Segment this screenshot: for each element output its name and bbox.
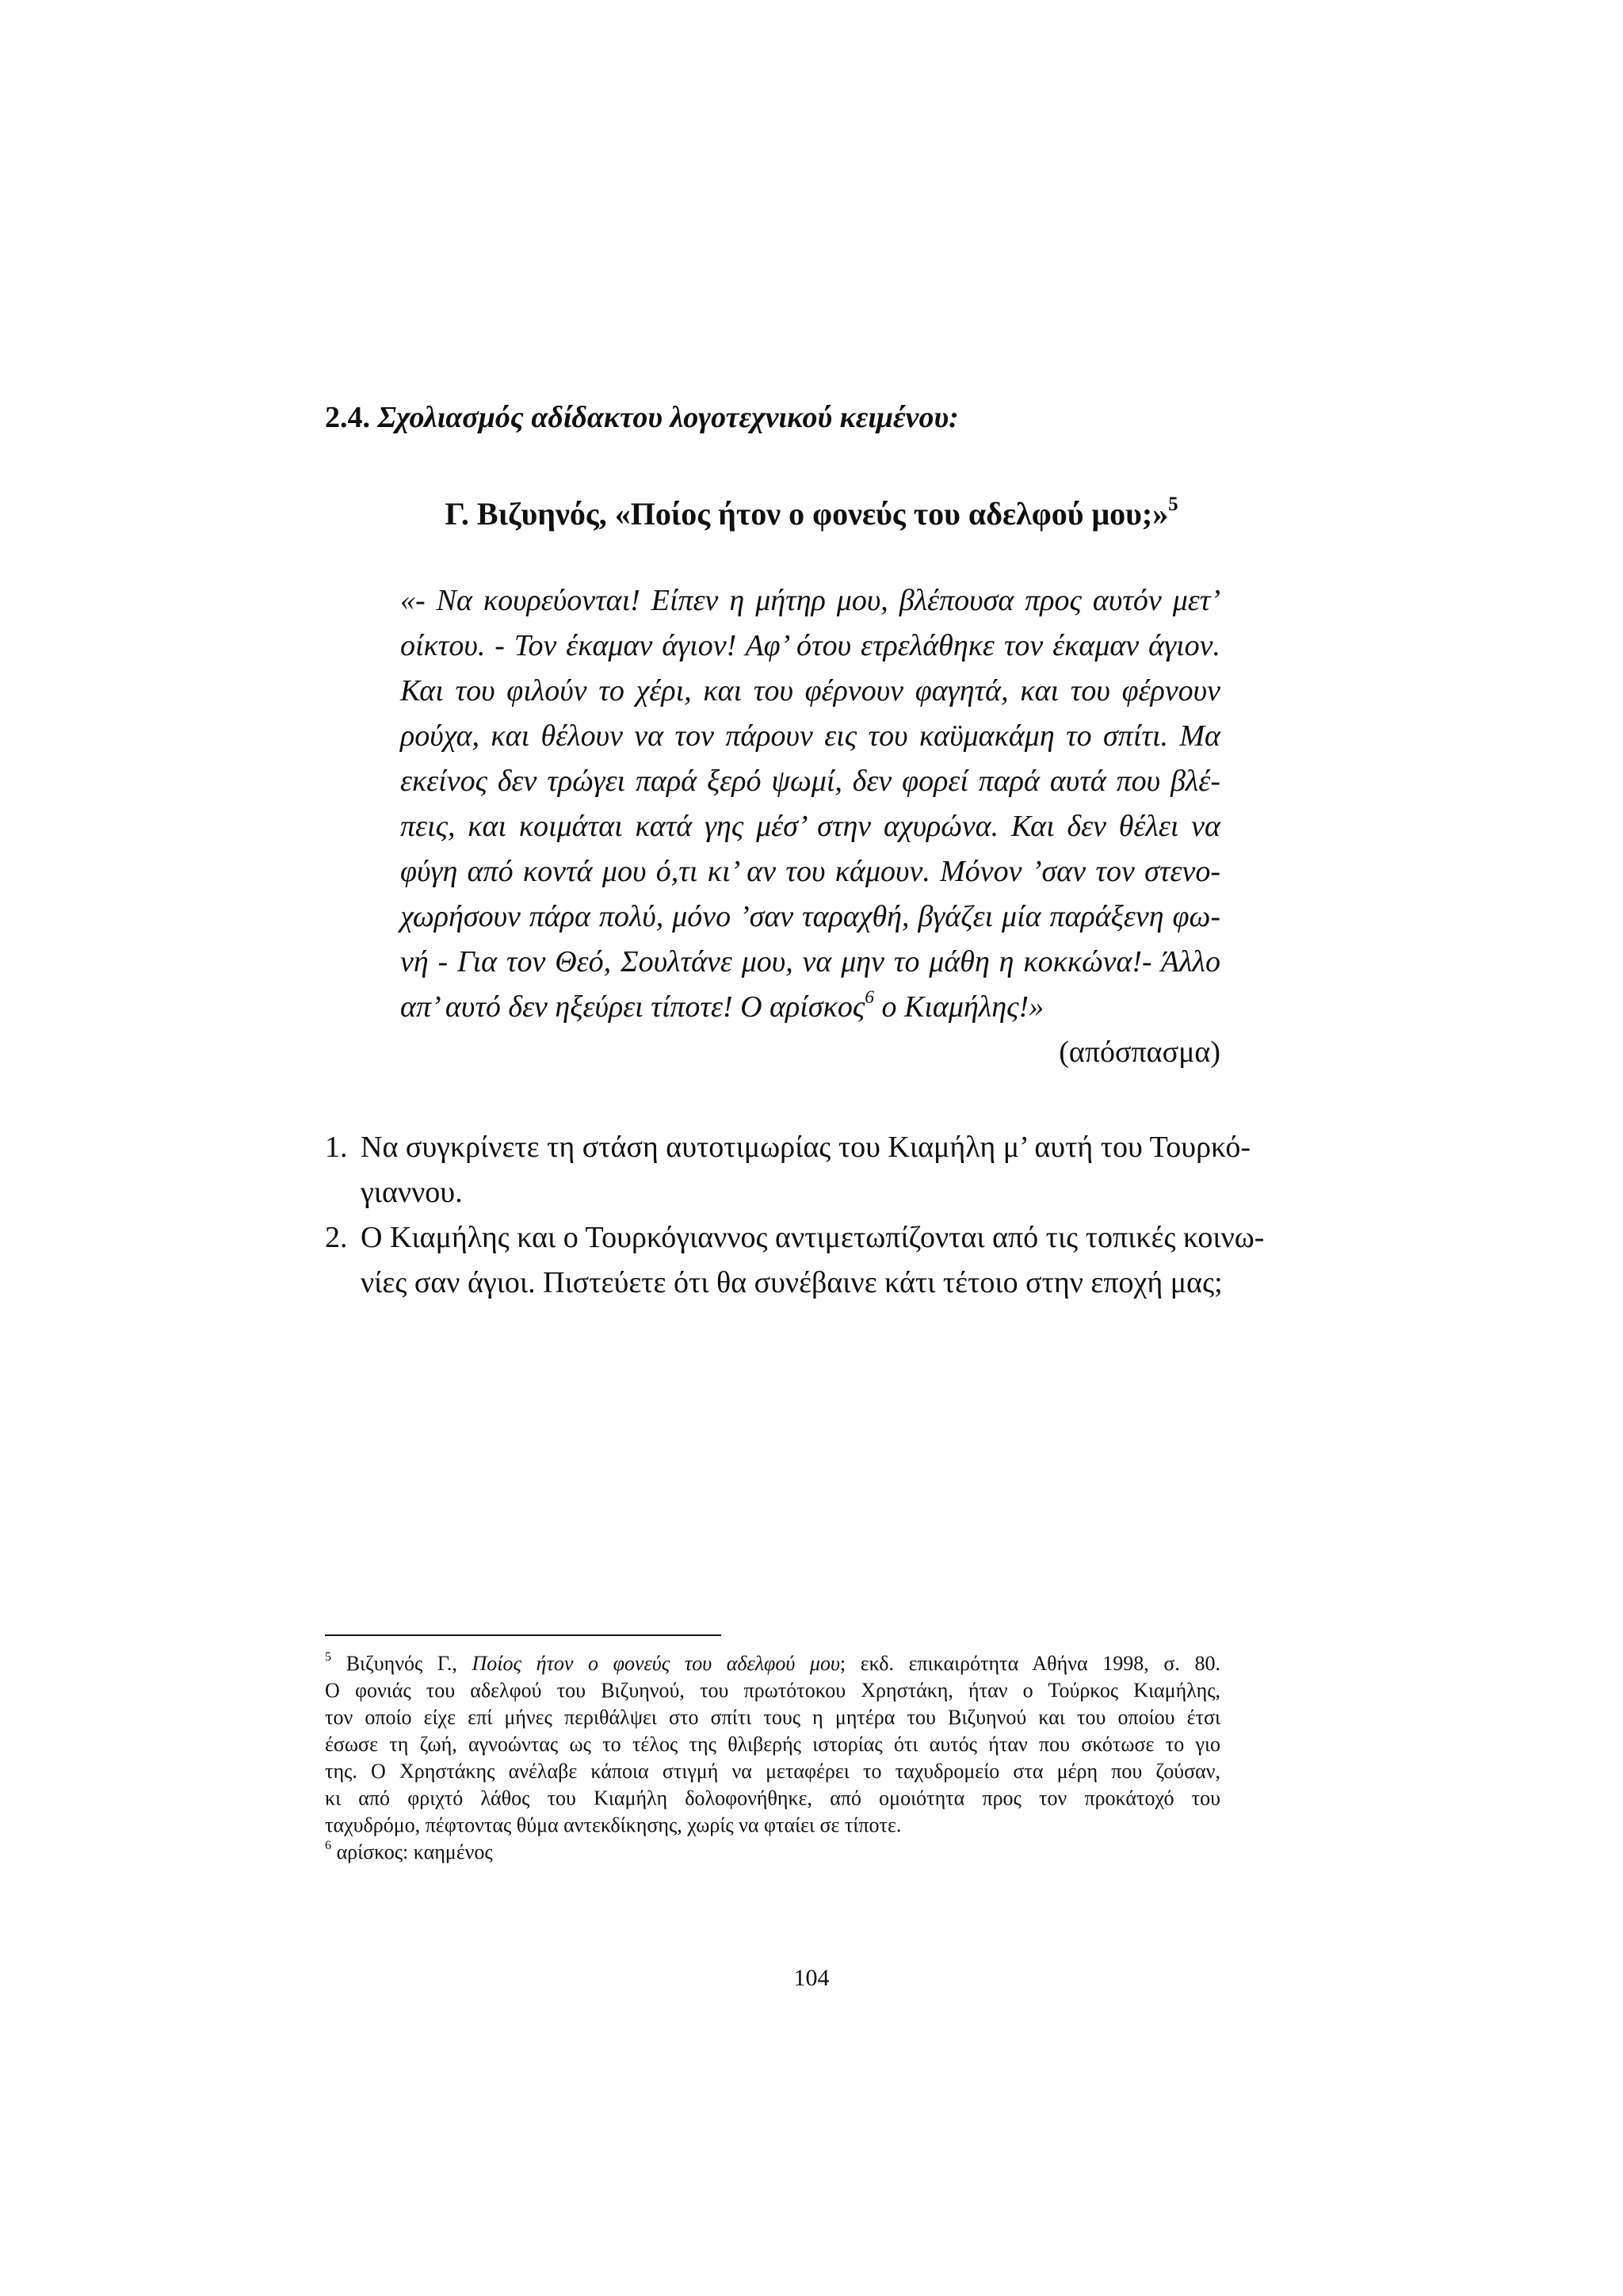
footnote-line: κι από φριχτό λάθος του Κιαμήλη δολοφονήθηκε, από ομοιότητα προς τον προκάτοχό του <box>325 1787 1220 1810</box>
footnote-ref-5[interactable]: 5 <box>1168 493 1178 515</box>
footnote-line: Ο φονιάς του αδελφού του Βιζυηνού, του πρωτότοκου Χρηστάκη, ήταν ο Τούρκος Κιαμήλης, <box>325 1679 1220 1702</box>
excerpt-line: «- Να κουρεύονται! Είπεν η μήτηρ μου, βλέπουσα προς αυτόν μετ’ <box>400 584 1220 617</box>
footnote-line: τον οποίο είχε επί μήνες περιθάλψει στο σπίτι τους η μητέρα του Βιζυηνού και του οποίου έτσι <box>325 1706 1220 1729</box>
excerpt-line: οίκτου. - Τον έκαμαν άγιον! Αφ’ ότου ετρελάθηκε τον έκαμαν άγιον. <box>400 629 1220 662</box>
question-item <box>325 1215 1265 1306</box>
excerpt-line: Και του φιλούν το χέρι, και του φέρνουν φαγητά, και του φέρνουν <box>400 674 1220 707</box>
literary-excerpt <box>400 578 1220 1075</box>
question-line: νίες σαν άγιοι. Πιστεύετε ότι θα συνέβαινε κάτι τέτοιο στην εποχή μας; <box>361 1266 1223 1299</box>
excerpt-last-line-end: ο Κιαμήλης!» <box>874 990 1044 1024</box>
footnote-5 <box>325 1650 1220 1839</box>
footnote-line: έσωσε τη ζωή, αγνοώντας ως το τέλος της θλιβερής ιστορίας ότι αυτός ήταν που σκότωσε το γιο <box>325 1733 1220 1756</box>
footnote-separator <box>325 1634 721 1636</box>
footnote-marker: 6 <box>325 1838 332 1852</box>
footnote-line: ταχυδρόμο, πέφτοντας θύμα αντεκδίκησης, χωρίς να φταίει σε τίποτε. <box>325 1814 902 1836</box>
excerpt-last-line-text: απ’ αυτό δεν ηξεύρει τίποτε! Ο αρίσκος <box>400 990 865 1024</box>
footnotes <box>325 1650 1220 1866</box>
footnote-work-title: Ποίος ήτον ο φονεύς του αδελφού μου <box>472 1652 840 1675</box>
excerpt-source-label: (απόσπασμα) <box>1059 1035 1220 1069</box>
question-item <box>325 1125 1251 1215</box>
excerpt-line: χωρήσουν πάρα πολύ, μόνο ’σαν ταραχθή, βγάζει μία παράξενη φω- <box>400 900 1220 933</box>
excerpt-line: ρούχα, και θέλουν να τον πάρουν εις του καϋμακάμη το σπίτι. Μα <box>400 719 1220 753</box>
footnote-ref-6[interactable]: 6 <box>865 986 875 1008</box>
excerpt-line: πεις, και κοιμάται κατά γης μέσ’ στην αχυρώνα. Και δεν θέλει να <box>400 810 1220 843</box>
footnote-line: της. Ο Χρηστάκης ανέλαβε κάποια στιγμή να μεταφέρει το ταχυδρομείο στα μέρη που ζούσαν, <box>325 1760 1220 1783</box>
question-line: Να συγκρίνετε τη στάση αυτοτιμωρίας του Κιαμήλη μ’ αυτή του Τουρκό- <box>361 1131 1251 1164</box>
footnote-line <box>325 1839 1220 1866</box>
question-number: 2. <box>325 1221 348 1254</box>
excerpt-last-line <box>400 985 1220 1030</box>
question-line: Ο Κιαμήλης και ο Τουρκόγιαννος αντιμετωπίζονται από τις τοπικές κοινω- <box>361 1221 1265 1254</box>
question-number: 1. <box>325 1131 348 1164</box>
excerpt-line: εκείνος δεν τρώγει παρά ξερό ψωμί, δεν φορεί παρά αυτά που βλέ- <box>400 765 1220 798</box>
footnote-line <box>325 1650 1220 1677</box>
section-number: 2.4. <box>325 401 370 434</box>
footnote-6 <box>325 1839 1220 1866</box>
section-heading <box>325 400 959 435</box>
excerpt-line: νή - Για τον Θεό, Σουλτάνε μου, να μην το μάθη η κοκκώνα!- Άλλο <box>400 945 1220 978</box>
work-title-text: Γ. Βιζυηνός, «Ποίος ήτον ο φονεύς του αδελφού μου;» <box>445 496 1169 532</box>
excerpt-line: φύγη από κοντά μου ό,τι κι’ αν του κάμουν. Μόνον ’σαν τον στενο- <box>400 855 1220 888</box>
footnote-text: αρίσκος: καημένος <box>336 1840 493 1863</box>
footnote-marker: 5 <box>325 1650 332 1664</box>
footnote-publication: ; εκδ. επικαιρότητα Αθήνα 1998, σ. 80. <box>839 1652 1220 1675</box>
page-number: 104 <box>793 1965 830 1991</box>
question-line: γιαννου. <box>361 1176 463 1209</box>
section-title: Σχολιασμός αδίδακτου λογοτεχνικού κειμένου: <box>377 401 959 434</box>
work-title <box>0 495 1623 532</box>
footnote-author: Βιζυηνός Γ., <box>346 1652 472 1675</box>
questions-list <box>325 1125 1265 1306</box>
